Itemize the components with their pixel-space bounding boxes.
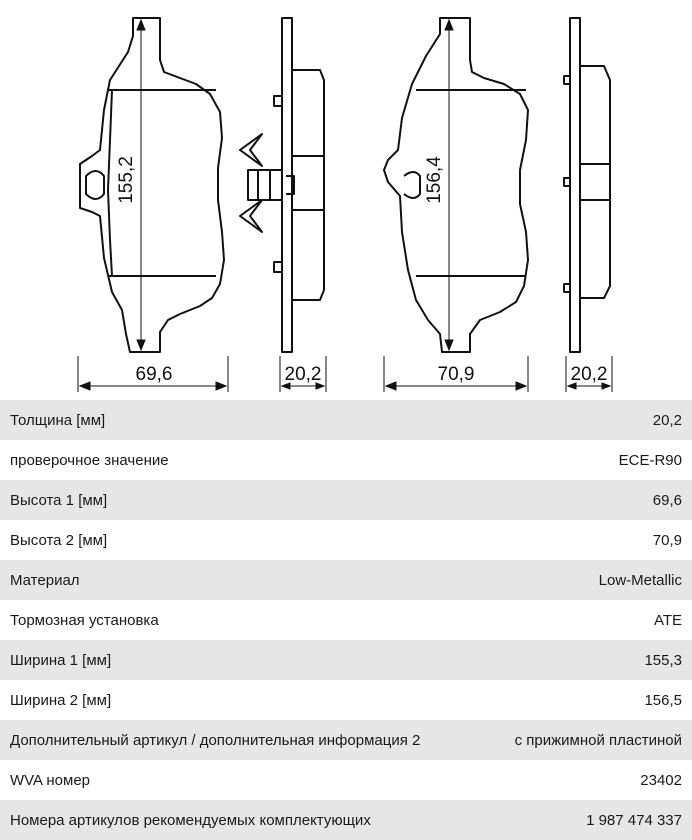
spec-label: Высота 2 [мм] — [10, 531, 108, 549]
spec-value: с прижимной пластиной — [514, 731, 682, 749]
pad2-height-label: 156,4 — [424, 156, 445, 204]
spec-value: 70,9 — [652, 531, 682, 549]
spec-row-thickness — [0, 400, 692, 440]
spec-value: ECE-R90 — [618, 451, 682, 469]
pad1-width-label: 69,6 — [135, 364, 173, 385]
spec-row-material — [0, 560, 692, 600]
spec-row-brake-system — [0, 600, 692, 640]
spec-row-wva-number — [0, 760, 692, 800]
spec-value: 20,2 — [652, 411, 682, 429]
spec-value: Low-Metallic — [598, 571, 682, 589]
spec-label: Дополнительный артикул / дополнительная информация 2 — [10, 731, 421, 749]
spec-row-height-1 — [0, 480, 692, 520]
spec-value: 69,6 — [652, 491, 682, 509]
spec-label: WVA номер — [10, 771, 91, 789]
spec-value: 1 987 474 337 — [586, 811, 682, 829]
spec-value: 156,5 — [644, 691, 682, 709]
spec-label: Толщина [мм] — [10, 411, 106, 429]
pad1-side-view — [240, 18, 324, 352]
pad1-front-view — [80, 18, 224, 352]
pad2-thickness-label: 20,2 — [570, 364, 608, 385]
pad1-height-label: 155,2 — [116, 156, 137, 204]
spec-value: 155,3 — [644, 651, 682, 669]
technical-drawing — [0, 0, 692, 400]
pad1-thickness-label: 20,2 — [284, 364, 322, 385]
spec-row-additional-info — [0, 720, 692, 760]
spec-label: Тормозная установка — [10, 611, 159, 629]
spec-label: Материал — [10, 571, 80, 589]
brake-pad-drawing — [0, 0, 692, 400]
pad2-width-label: 70,9 — [437, 364, 475, 385]
spec-row-width-2 — [0, 680, 692, 720]
spec-value: ATE — [653, 611, 682, 629]
spec-label: Ширина 1 [мм] — [10, 651, 112, 669]
pad2-front-view — [384, 18, 528, 352]
spec-row-recommended-parts — [0, 800, 692, 840]
spec-label: Высота 1 [мм] — [10, 491, 108, 509]
spec-row-width-1 — [0, 640, 692, 680]
pad2-side-view — [564, 18, 610, 352]
spec-table — [0, 400, 692, 840]
spec-value: 23402 — [640, 771, 682, 789]
spec-label: Ширина 2 [мм] — [10, 691, 112, 709]
spec-label: Номера артикулов рекомендуемых комплектующих — [10, 811, 371, 829]
spec-row-height-2 — [0, 520, 692, 560]
spec-label: проверочное значение — [10, 451, 169, 469]
spec-row-test-value — [0, 440, 692, 480]
